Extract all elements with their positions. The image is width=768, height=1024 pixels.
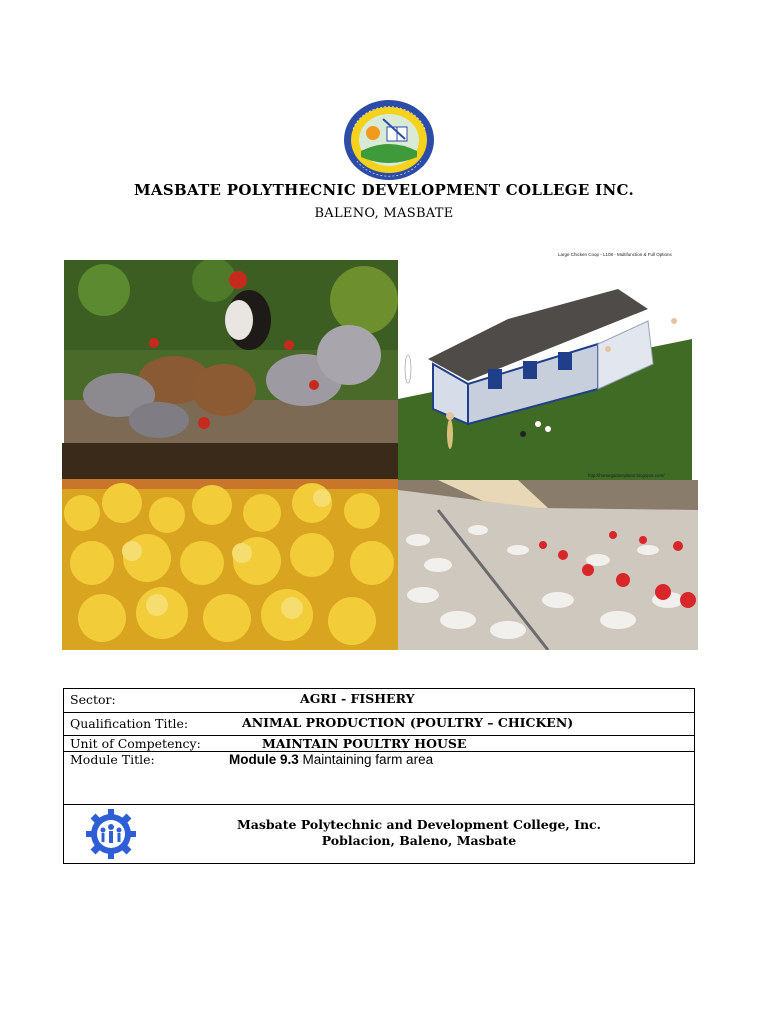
qualification-row: [64, 713, 694, 736]
module-value: [229, 752, 433, 767]
sector-value: AGRI - FISHERY: [300, 691, 415, 706]
module-name: Maintaining farm area: [298, 752, 434, 767]
qualification-label: Qualification Title:: [70, 716, 189, 731]
footer-address: Poblacion, Baleno, Masbate: [321, 833, 517, 848]
tesda-gear-icon: [81, 809, 141, 859]
footer-text: [154, 817, 684, 849]
chicks-photo: [62, 443, 398, 650]
college-seal-logo: [343, 99, 435, 181]
unit-label: Unit of Competency:: [70, 736, 201, 751]
coop-caption: Large Chicken Coop - L108 - Multifunction & Full Options: [558, 252, 672, 257]
unit-row: [64, 736, 694, 752]
module-row: [64, 752, 694, 805]
sector-row: [64, 689, 694, 713]
college-location: BALENO, MASBATE: [314, 206, 454, 221]
footer-row: [64, 805, 694, 864]
unit-value: MAINTAIN POULTRY HOUSE: [262, 736, 467, 751]
footer-college-name: Masbate Polytechnic and Development College, Inc.: [236, 817, 602, 832]
chicken-coop-illustration: [398, 249, 692, 480]
module-label: Module Title:: [70, 752, 155, 767]
qualification-value: ANIMAL PRODUCTION (POULTRY – CHICKEN): [242, 715, 574, 730]
broiler-house-photo: [398, 480, 698, 650]
sector-label: Sector:: [70, 692, 116, 707]
college-name: MASBATE POLYTHECNIC DEVELOPMENT COLLEGE INC.: [134, 181, 634, 199]
module-number: Module 9.3: [229, 752, 299, 767]
qualification-info-table: [63, 688, 695, 864]
hens-photo: [64, 260, 398, 443]
coop-url: http://homegardenplans.blogspot.com/: [588, 473, 665, 478]
